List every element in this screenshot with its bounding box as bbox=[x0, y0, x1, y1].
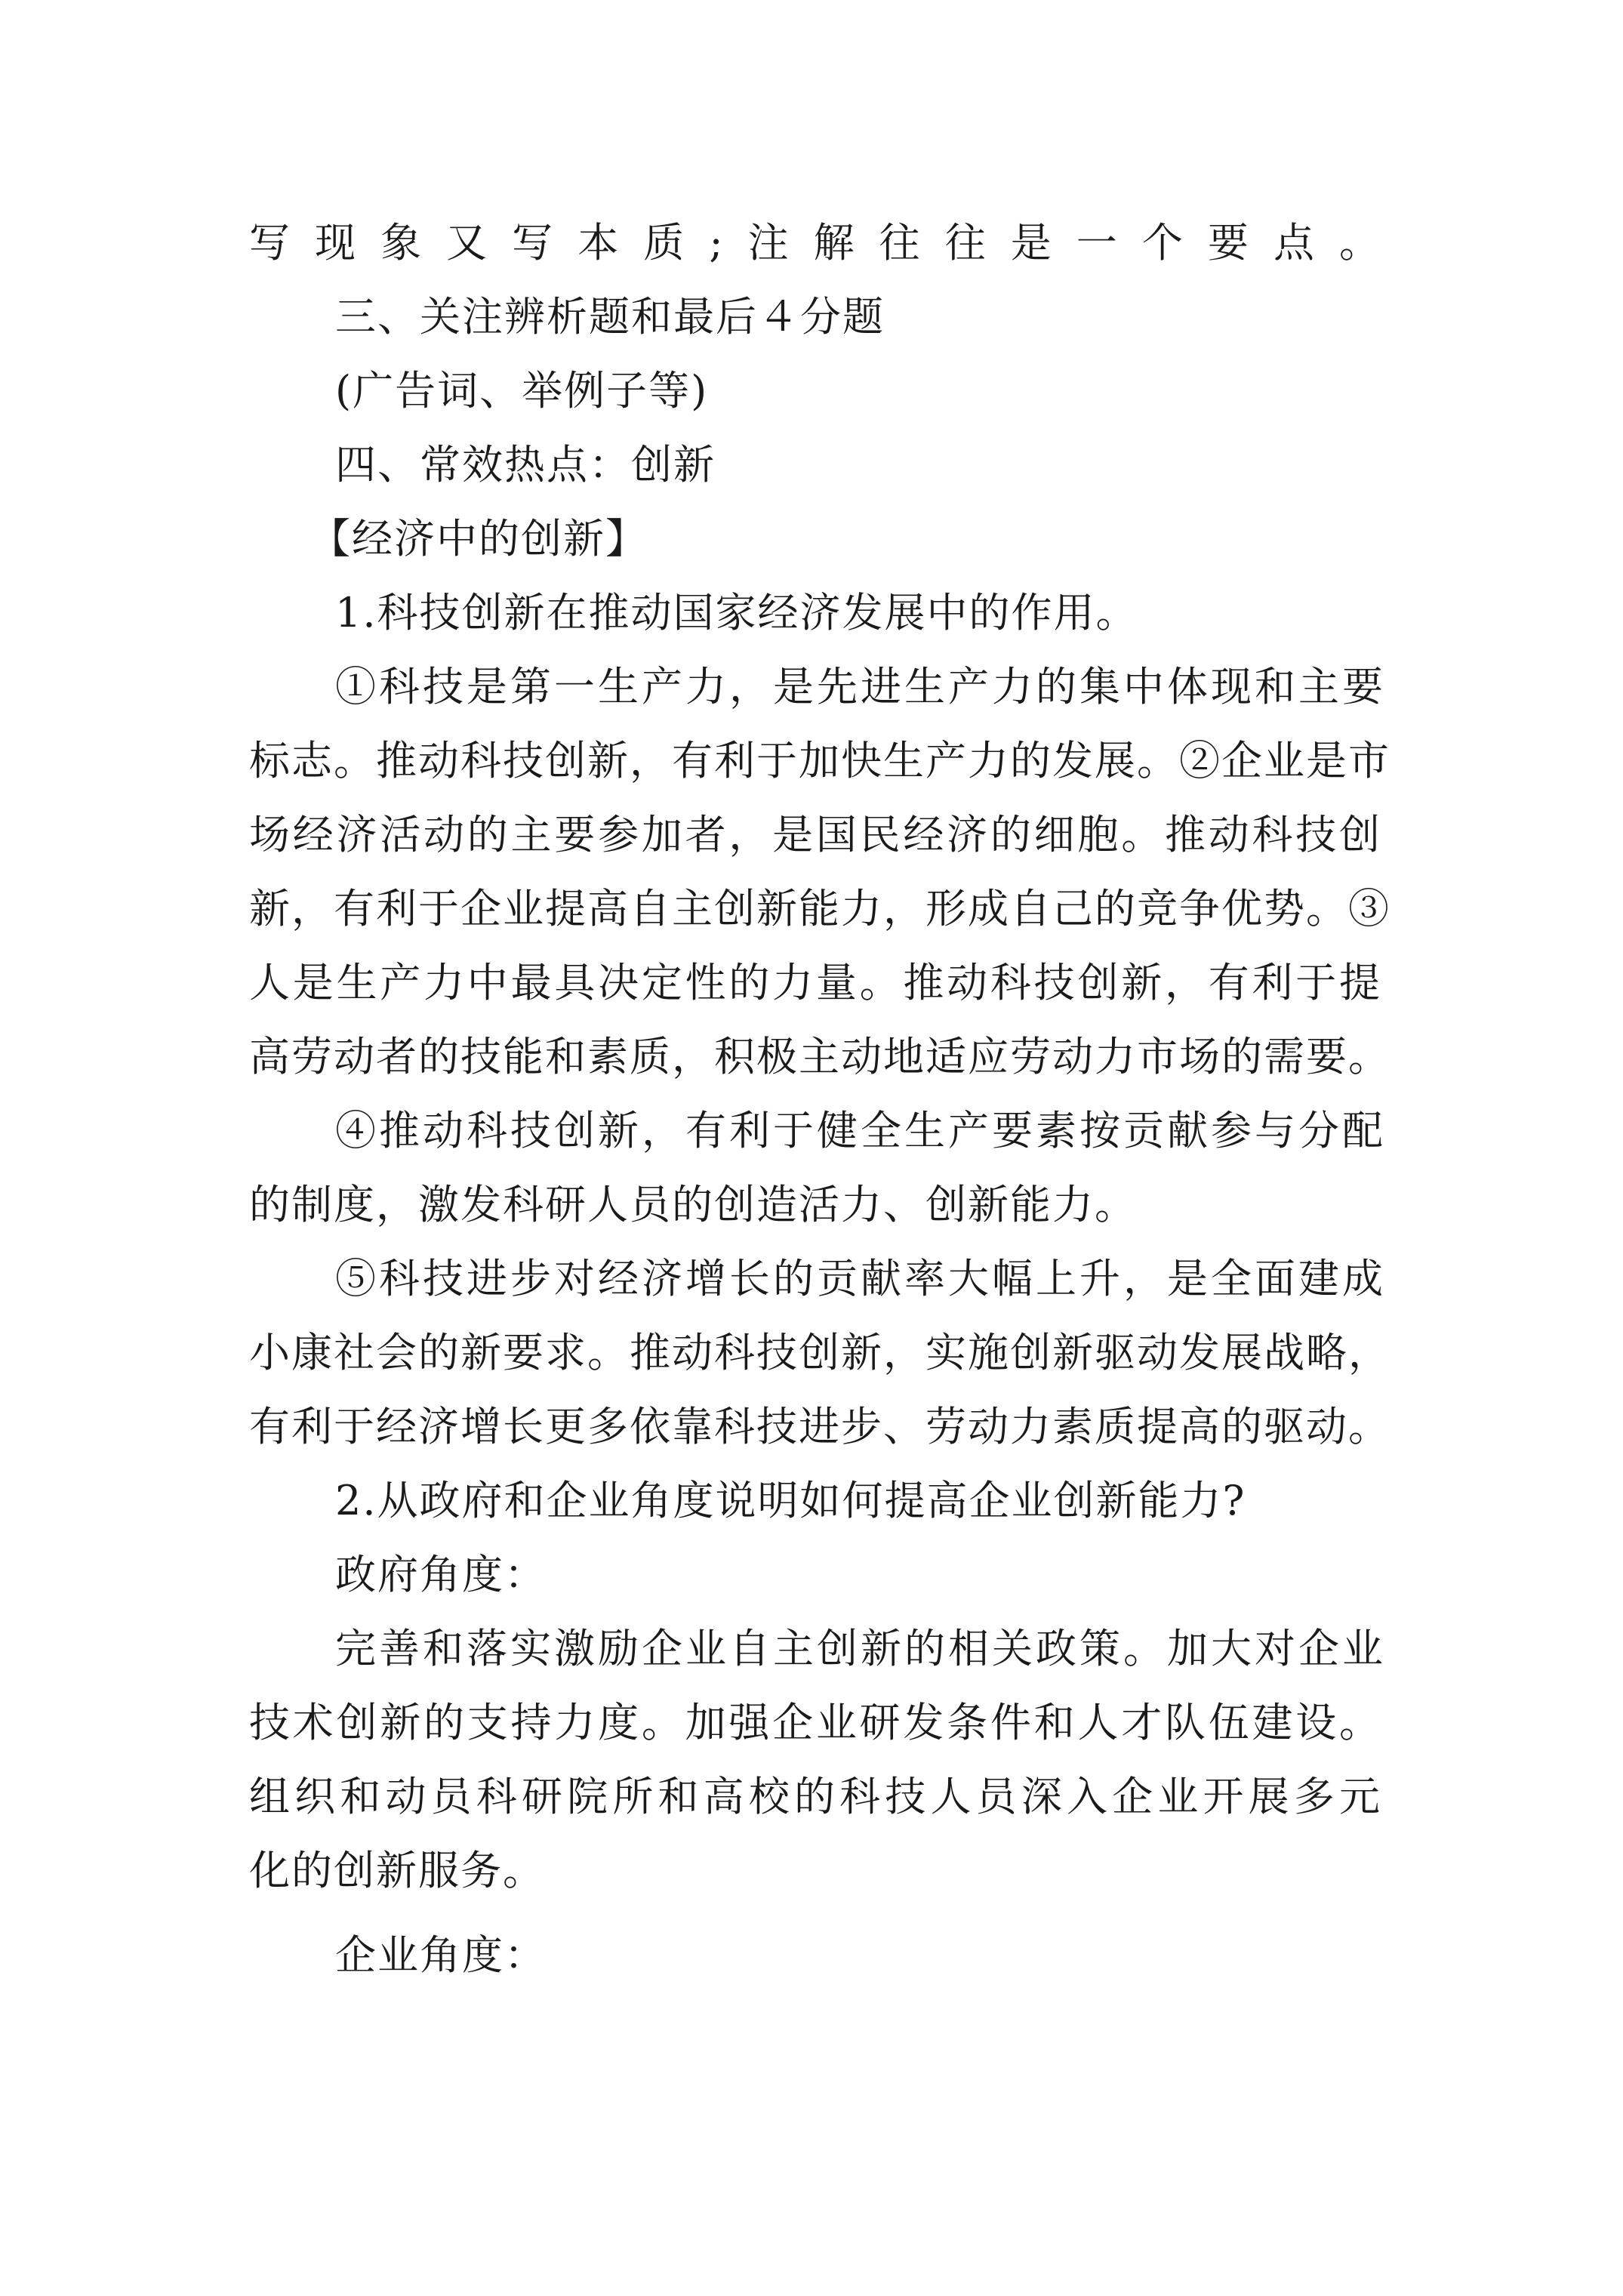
question-line: 2.从政府和企业角度说明如何提高企业创新能力? bbox=[335, 1477, 1246, 1524]
question-line: 1.科技创新在推动国家经济发展中的作用。 bbox=[335, 589, 1138, 636]
text-line: ⑤科技进步对经济增长的贡献率大幅上升，是全面建成 bbox=[335, 1255, 1384, 1302]
text-line: ④推动科技创新，有利于健全生产要素按贡献参与分配 bbox=[335, 1107, 1384, 1154]
text-line: 完善和落实激励企业自主创新的相关政策。加大对企业 bbox=[335, 1625, 1384, 1672]
text-line: 高劳动者的技能和素质，积极主动地适应劳动力市场的需要。 bbox=[249, 1033, 1390, 1080]
text-line: 标志。推动科技创新，有利于加快生产力的发展。②企业是市 bbox=[249, 737, 1390, 784]
text-line: 化的创新服务。 bbox=[249, 1847, 545, 1894]
text-line: 有利于经济增长更多依靠科技进步、劳动力素质提高的驱动。 bbox=[249, 1403, 1390, 1450]
text-line: 组织和动员科研院所和高校的科技人员深入企业开展多元 bbox=[249, 1773, 1381, 1820]
text-line: 小康社会的新要求。推动科技创新，实施创新驱动发展战略， bbox=[249, 1329, 1390, 1376]
text-line: 新，有利于企业提高自主创新能力，形成自己的竞争优势。③ bbox=[249, 885, 1390, 932]
text-line: 写现象又写本质;注解往往是一个要点。 bbox=[249, 219, 1381, 267]
subheading-line: 政府角度： bbox=[335, 1551, 547, 1598]
text-line: 技术创新的支持力度。加强企业研发条件和人才队伍建设。 bbox=[249, 1699, 1381, 1746]
section-title: 【经济中的创新】 bbox=[310, 515, 648, 562]
text-line: 人是生产力中最具决定性的力量。推动科技创新，有利于提 bbox=[249, 959, 1381, 1006]
heading-line: 三、关注辨析题和最后４分题 bbox=[335, 293, 885, 341]
heading-line: 四、常效热点：创新 bbox=[335, 441, 716, 488]
text-line: ①科技是第一生产力，是先进生产力的集中体现和主要 bbox=[335, 663, 1384, 710]
text-line: (广告词、举例子等) bbox=[335, 367, 709, 415]
subheading-line: 企业角度： bbox=[335, 1931, 547, 1979]
text-line: 的制度，激发科研人员的创造活力、创新能力。 bbox=[249, 1181, 1137, 1228]
text-line: 场经济活动的主要参加者，是国民经济的细胞。推动科技创 bbox=[249, 811, 1381, 858]
